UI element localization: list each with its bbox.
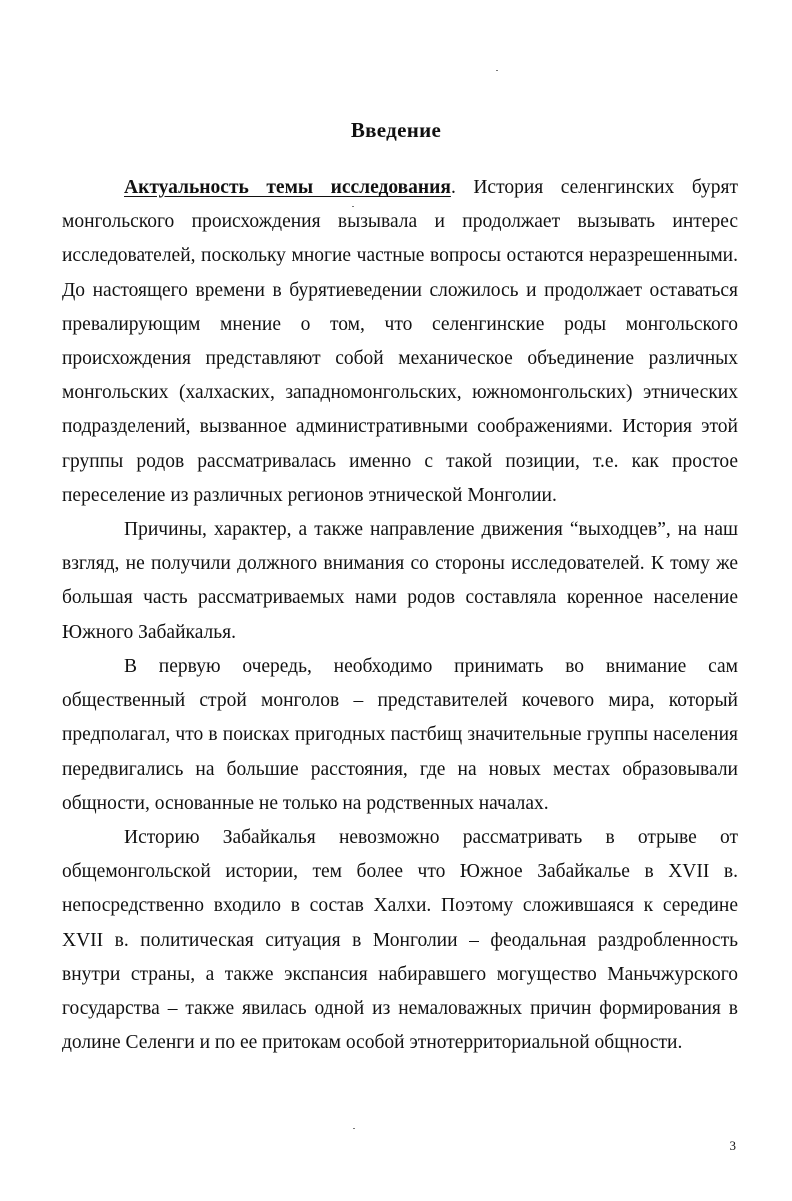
scan-speck	[352, 206, 354, 207]
paragraph-relevance	[62, 171, 738, 513]
page-title: Введение	[350, 118, 442, 142]
scan-speck	[496, 70, 498, 71]
page-number: 3	[729, 1138, 736, 1153]
relevance-heading: Актуальность темы исследования	[124, 177, 451, 198]
paragraph-social-structure: В первую очередь, необходимо принимать во внимание сам общественный строй монголов – представителей кочевого мира, который предполагал, что в поисках пригодных пастбищ значительные группы населения передвигались на большие расстояния, где на новых местах образовывали общности, основанные не только на родственных началах.	[62, 656, 738, 814]
paragraph-text: . История селенгинских бурят монгольского происхождения вызывала и продолжает вызывать интерес исследователей, поскольку многие частные вопросы остаются неразрешенными. До настоящего времени в бурятиеведении сложилось и продолжает оставаться превалирующим мнение о том, что селенгинские роды монгольского происхождения представляют собой механическое объединение различных монгольских (халхаских, западномонгольских, южномонгольских) этнических подразделений, вызванное административными соображениями. История этой группы родов рассматривалась именно с такой позиции, т.е. как простое переселение из различных регионов этнической Монголии.	[62, 177, 738, 506]
scan-speck	[353, 1128, 355, 1129]
paragraph-history: Историю Забайкалья невозможно рассматривать в отрыве от общемонгольской истории, тем более что Южное Забайкалье в XVII в. непосредственно входило в состав Халхи. Поэтому сложившаяся к середине XVII в. политическая ситуация в Монголии – феодальная раздробленность внутри страны, а также экспансия набиравшего могущество Маньчжурского государства – также явилась одной из немаловажных причин формирования в долине Селенги и по ее притокам особой этнотерриториальной общности.	[62, 827, 738, 1054]
paragraph-causes: Причины, характер, а также направление движения “выходцев”, на наш взгляд, не получили должного внимания со стороны исследователей. К тому же большая часть рассматриваемых нами родов составляла коренное население Южного Забайкалья.	[62, 519, 738, 643]
